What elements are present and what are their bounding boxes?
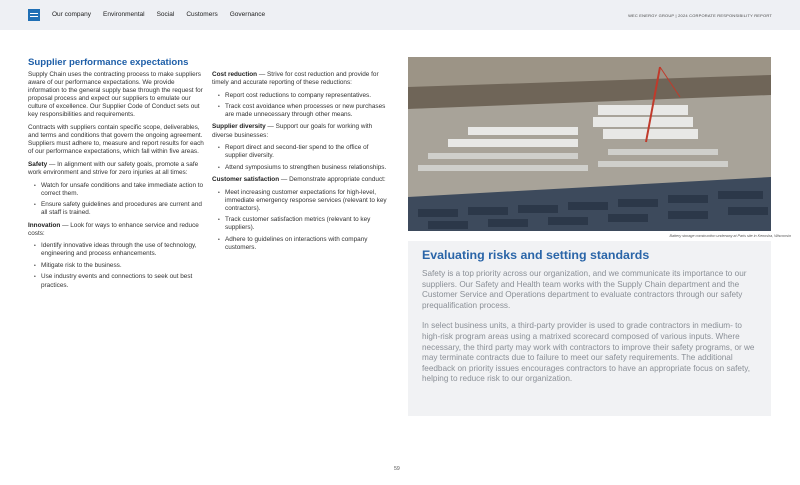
company-logo-icon[interactable] [28, 9, 40, 21]
diversity-label: Supplier diversity [212, 123, 266, 131]
list-item: • Track cost avoidance when processes or new purchases are made unnecessary through other means. [212, 103, 387, 119]
list-item: • Attend symposiums to strengthen business relationships. [212, 164, 387, 172]
intro-paragraph: Supply Chain uses the contracting process to make suppliers aware of our performance expectations. We provide information to the general supply base through the request for proposal process and expect our suppliers to emulate our culture of excellence. Our Supplier Code of Conduct sets out key responsibilities and requirements. [28, 71, 203, 119]
cost-list [212, 92, 387, 120]
list-item: • Mitigate risk to the business. [28, 262, 204, 270]
nav-customers[interactable]: Customers [186, 11, 218, 18]
list-item: • Identify innovative ideas through the use of technology, engineering and process enhancements. [28, 242, 204, 258]
list-item: • Adhere to guidelines on interactions with company customers. [212, 236, 387, 252]
list-item: • Watch for unsafe conditions and take immediate action to correct them. [28, 182, 204, 198]
risk-panel [408, 241, 771, 416]
list-item: • Meet increasing customer expectations for high-level, immediate emergency response services (relevant to key contractors). [212, 189, 387, 213]
cost-heading [212, 71, 387, 87]
top-nav-bar [0, 0, 800, 30]
cost-text: — Strive for cost reduction and provide for timely and accurate reporting of these reductions: [212, 71, 379, 87]
satisfaction-list [212, 189, 387, 253]
safety-label: Safety [28, 160, 48, 168]
innovation-label: Innovation [28, 221, 61, 229]
list-item: • Ensure safety guidelines and procedures are current and all staff is trained. [28, 201, 204, 217]
photo-caption: Battery storage construction underway at Paris site in Kenosha, Wisconsin [669, 234, 791, 238]
nav-social[interactable]: Social [156, 11, 175, 18]
nav-environmental[interactable]: Environmental [103, 11, 145, 18]
safety-heading [28, 161, 204, 177]
cost-label: Cost reduction [212, 71, 258, 78]
list-item: • Report cost reductions to company representatives. [212, 92, 387, 100]
satisfaction-text: — Demonstrate appropriate conduct: [279, 175, 386, 183]
page-number: 59 [394, 466, 400, 472]
panel-paragraph-2: In select business units, a third-party provider is used to grade contractors in medium- to high-risk program areas using a matrixed scorecard composed of various inputs. Where necessary, the third party may work with contractors to improve their safety programs, or we may terminate contracts due to failure to meet our safety requirements. The additional feedback on priority issues encourages contractors to have an appropriate focus on safety, helping to reduce risk to our organization. [422, 321, 755, 384]
section-title: Supplier performance expectations [28, 57, 189, 68]
panel-title: Evaluating risks and setting standards [422, 248, 650, 262]
list-item: • Use industry events and connections to seek out best practices. [28, 273, 204, 289]
safety-list [28, 182, 204, 218]
panel-paragraph-1: Safety is a top priority across our organization, and we communicate its importance to our suppliers. Our Safety and Health team works with the Supply Chain department and the Customer Service and Operations department to evaluate contractors through our safety prequalification process. [422, 269, 747, 310]
contracts-paragraph: Contracts with suppliers contain specific scope, deliverables, and terms and conditions that govern the ongoing agreement. Suppliers must adhere to, measure and report results for each of our performance expectations, which fall within five areas. [28, 124, 204, 156]
panel-body [422, 269, 762, 395]
diversity-heading [212, 123, 387, 139]
innovation-heading [28, 222, 204, 238]
list-item: • Report direct and second-tier spend to the office of supplier diversity. [212, 144, 387, 160]
report-title: WEC ENERGY GROUP | 2024 CORPORATE RESPONSIBILITY REPORT [628, 13, 772, 18]
list-item: • Track customer satisfaction metrics (relevant to key suppliers). [212, 216, 387, 232]
battery-storage-photo [408, 57, 771, 231]
satisfaction-heading [212, 176, 387, 184]
innovation-text: — Look for ways to enhance service and reduce costs: [28, 221, 199, 237]
diversity-list [212, 144, 387, 172]
innovation-list [28, 242, 204, 289]
nav-our-company[interactable]: Our company [52, 11, 92, 18]
middle-column [212, 71, 387, 256]
safety-text: — In alignment with our safety goals, promote a safe work environment and strive for zero injuries at all times: [28, 160, 199, 177]
diversity-text: — Support our goals for working with diverse businesses: [212, 123, 373, 139]
nav-governance[interactable]: Governance [229, 11, 266, 18]
satisfaction-label: Customer satisfaction [212, 175, 280, 183]
main-nav [52, 11, 265, 18]
left-column [28, 71, 204, 294]
